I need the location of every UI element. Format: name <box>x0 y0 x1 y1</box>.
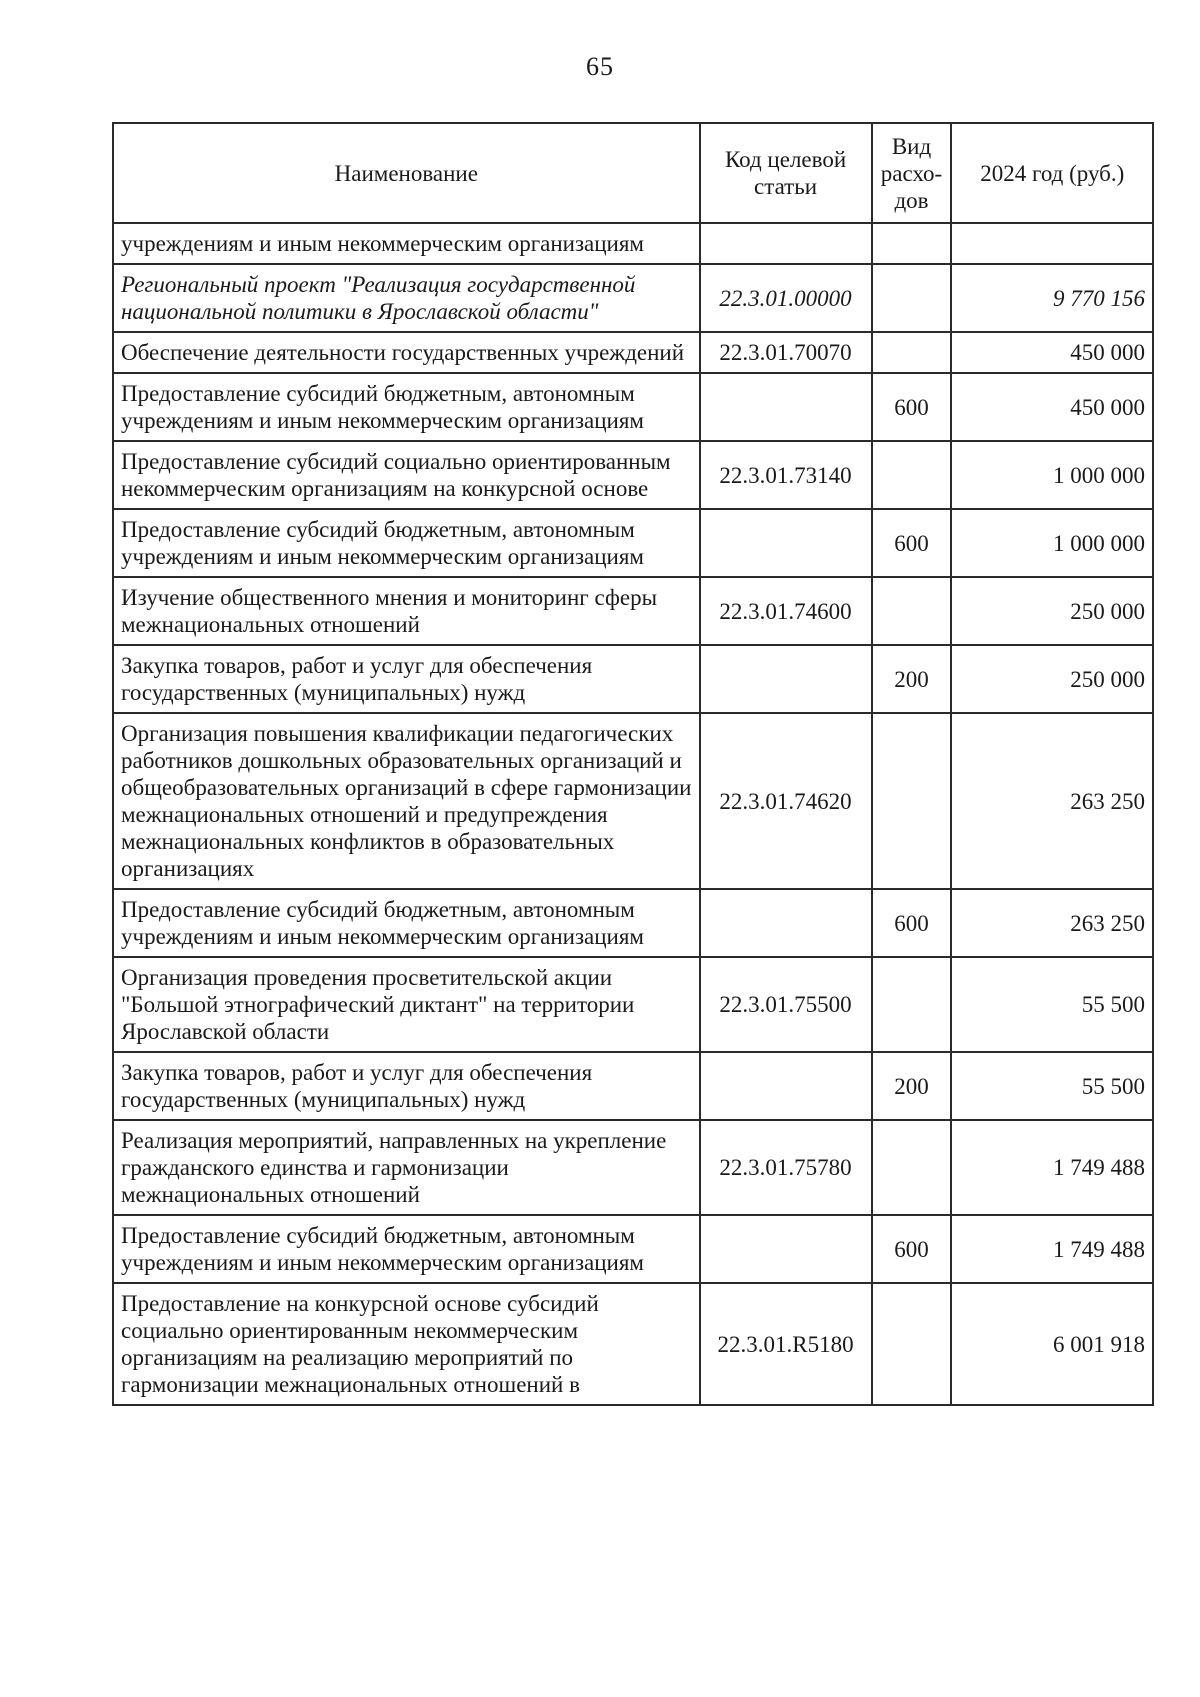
cell-expense-kind: 600 <box>872 509 952 577</box>
cell-code <box>700 1215 872 1283</box>
cell-code: 22.3.01.75500 <box>700 957 872 1052</box>
cell-amount-2024: 1 000 000 <box>951 441 1153 509</box>
table-row <box>113 1120 1153 1215</box>
cell-name: Предоставление субсидий бюджетным, автономным учреждениям и иным некоммерческим организациям <box>113 373 700 441</box>
table-row <box>113 645 1153 713</box>
cell-expense-kind <box>872 223 952 264</box>
cell-code: 22.3.01.74620 <box>700 713 872 889</box>
cell-expense-kind <box>872 332 952 373</box>
header-code: Код целевой статьи <box>700 123 872 223</box>
cell-amount-2024: 450 000 <box>951 332 1153 373</box>
cell-amount-2024: 55 500 <box>951 957 1153 1052</box>
cell-code <box>700 509 872 577</box>
table-row <box>113 264 1153 332</box>
cell-amount-2024: 263 250 <box>951 713 1153 889</box>
cell-name: Организация проведения просветительской акции "Большой этнографический диктант" на территории Ярославской области <box>113 957 700 1052</box>
cell-expense-kind <box>872 441 952 509</box>
cell-name: Закупка товаров, работ и услуг для обеспечения государственных (муниципальных) нужд <box>113 1052 700 1120</box>
table-body <box>113 223 1153 1405</box>
cell-code <box>700 1052 872 1120</box>
cell-amount-2024 <box>951 223 1153 264</box>
cell-code <box>700 223 872 264</box>
table-row <box>113 441 1153 509</box>
cell-code: 22.3.01.00000 <box>700 264 872 332</box>
cell-code <box>700 889 872 957</box>
cell-name: Обеспечение деятельности государственных учреждений <box>113 332 700 373</box>
cell-amount-2024: 263 250 <box>951 889 1153 957</box>
table-row <box>113 1052 1153 1120</box>
table-row <box>113 373 1153 441</box>
cell-expense-kind <box>872 1120 952 1215</box>
cell-expense-kind <box>872 264 952 332</box>
cell-expense-kind: 200 <box>872 645 952 713</box>
cell-expense-kind: 200 <box>872 1052 952 1120</box>
cell-name: Изучение общественного мнения и мониторинг сферы межнациональных отношений <box>113 577 700 645</box>
table-header-row <box>113 123 1153 223</box>
cell-expense-kind <box>872 713 952 889</box>
cell-expense-kind <box>872 577 952 645</box>
cell-code <box>700 645 872 713</box>
header-year: 2024 год (руб.) <box>951 123 1153 223</box>
cell-expense-kind: 600 <box>872 373 952 441</box>
cell-name: Реализация мероприятий, направленных на укрепление гражданского единства и гармонизации межнациональных отношений <box>113 1120 700 1215</box>
cell-amount-2024: 1 749 488 <box>951 1215 1153 1283</box>
cell-expense-kind: 600 <box>872 1215 952 1283</box>
page-number: 65 <box>586 52 614 81</box>
cell-name: Закупка товаров, работ и услуг для обеспечения государственных (муниципальных) нужд <box>113 645 700 713</box>
cell-expense-kind <box>872 957 952 1052</box>
cell-code: 22.3.01.75780 <box>700 1120 872 1215</box>
cell-amount-2024: 9 770 156 <box>951 264 1153 332</box>
cell-amount-2024: 55 500 <box>951 1052 1153 1120</box>
cell-name: Предоставление субсидий социально ориентированным некоммерческим организациям на конкурсной основе <box>113 441 700 509</box>
table-row <box>113 223 1153 264</box>
cell-amount-2024: 1 000 000 <box>951 509 1153 577</box>
header-name: Наименование <box>113 123 700 223</box>
cell-code: 22.3.01.74600 <box>700 577 872 645</box>
cell-name: Предоставление субсидий бюджетным, автономным учреждениям и иным некоммерческим организациям <box>113 509 700 577</box>
cell-code: 22.3.01.73140 <box>700 441 872 509</box>
cell-code: 22.3.01.R5180 <box>700 1283 872 1405</box>
table-row <box>113 1283 1153 1405</box>
cell-amount-2024: 250 000 <box>951 645 1153 713</box>
cell-code: 22.3.01.70070 <box>700 332 872 373</box>
table-row <box>113 509 1153 577</box>
table-row <box>113 577 1153 645</box>
cell-expense-kind <box>872 1283 952 1405</box>
cell-amount-2024: 250 000 <box>951 577 1153 645</box>
cell-name: Предоставление на конкурсной основе субсидий социально ориентированным некоммерческим организациям на реализацию мероприятий по гармонизации межнациональных отношений в <box>113 1283 700 1405</box>
header-kind: Вид расхо-дов <box>872 123 952 223</box>
cell-amount-2024: 6 001 918 <box>951 1283 1153 1405</box>
table-row <box>113 1215 1153 1283</box>
cell-amount-2024: 450 000 <box>951 373 1153 441</box>
table-row <box>113 957 1153 1052</box>
cell-name: Организация повышения квалификации педагогических работников дошкольных образовательных организаций и общеобразовательных организаций в сфере гармонизации межнациональных отношений и предупреждения межнациональных конфликтов в образовательных организациях <box>113 713 700 889</box>
cell-code <box>700 373 872 441</box>
cell-name: Региональный проект "Реализация государственной национальной политики в Ярославской области" <box>113 264 700 332</box>
cell-expense-kind: 600 <box>872 889 952 957</box>
budget-table <box>112 122 1154 1406</box>
cell-name: учреждениям и иным некоммерческим организациям <box>113 223 700 264</box>
cell-amount-2024: 1 749 488 <box>951 1120 1153 1215</box>
table-row <box>113 713 1153 889</box>
cell-name: Предоставление субсидий бюджетным, автономным учреждениям и иным некоммерческим организациям <box>113 1215 700 1283</box>
table-row <box>113 889 1153 957</box>
cell-name: Предоставление субсидий бюджетным, автономным учреждениям и иным некоммерческим организациям <box>113 889 700 957</box>
table-row <box>113 332 1153 373</box>
